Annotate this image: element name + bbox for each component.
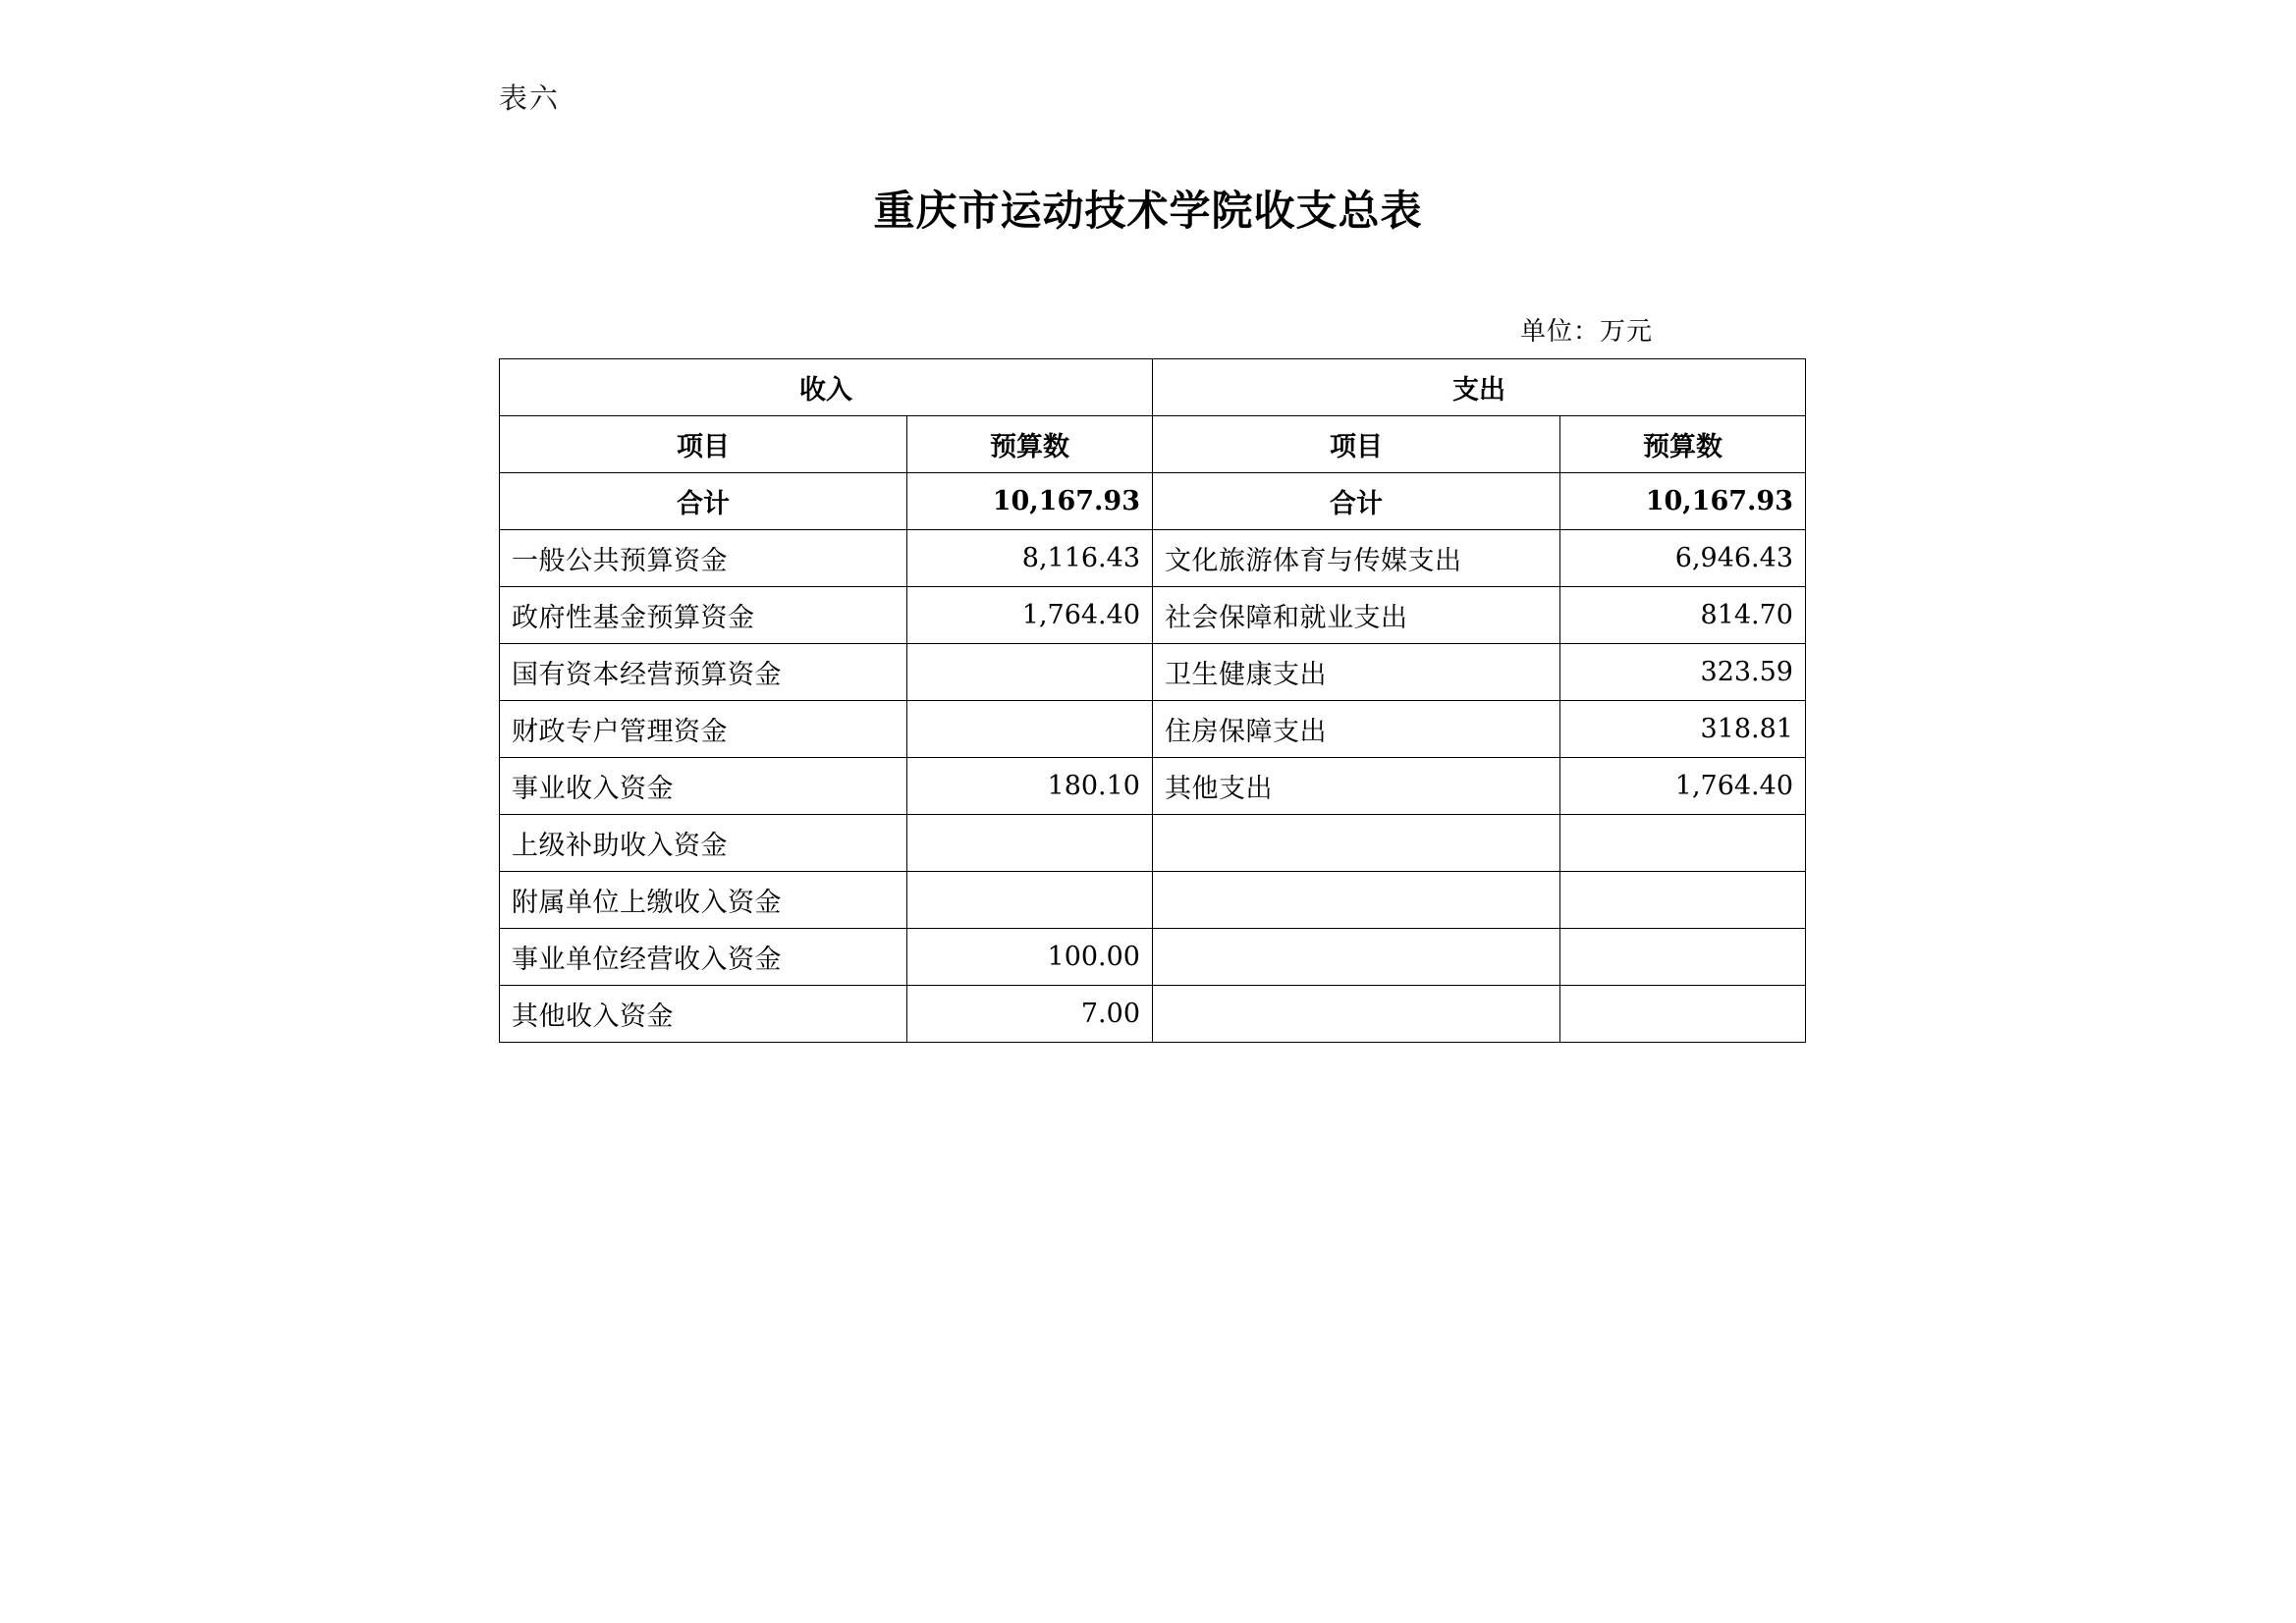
expense-amount — [1560, 986, 1806, 1043]
table-row — [500, 986, 1806, 1043]
income-item: 国有资本经营预算资金 — [500, 644, 907, 701]
expense-item: 住房保障支出 — [1153, 701, 1560, 758]
expense-amount: 1,764.40 — [1560, 758, 1806, 815]
table-row — [500, 929, 1806, 986]
expense-item: 卫生健康支出 — [1153, 644, 1560, 701]
expense-item: 其他支出 — [1153, 758, 1560, 815]
expense-item: 文化旅游体育与传媒支出 — [1153, 530, 1560, 587]
income-amount: 1,764.40 — [907, 587, 1153, 644]
income-amount: 7.00 — [907, 986, 1153, 1043]
table-row — [500, 701, 1806, 758]
total-income-amount: 10,167.93 — [907, 473, 1153, 530]
income-item: 事业单位经营收入资金 — [500, 929, 907, 986]
expense-amount: 318.81 — [1560, 701, 1806, 758]
table-group-header-row — [500, 359, 1806, 416]
income-amount: 100.00 — [907, 929, 1153, 986]
expense-item — [1153, 815, 1560, 872]
total-expense-label: 合计 — [1153, 473, 1560, 530]
budget-summary-table — [499, 358, 1806, 1043]
income-amount — [907, 644, 1153, 701]
table-row — [500, 587, 1806, 644]
income-item: 事业收入资金 — [500, 758, 907, 815]
table-row — [500, 644, 1806, 701]
column-header-expense-amount: 预算数 — [1560, 416, 1806, 473]
income-item: 其他收入资金 — [500, 986, 907, 1043]
income-item: 附属单位上缴收入资金 — [500, 872, 907, 929]
expense-item — [1153, 986, 1560, 1043]
group-header-income: 收入 — [500, 359, 1153, 416]
income-amount: 8,116.43 — [907, 530, 1153, 587]
total-expense-amount: 10,167.93 — [1560, 473, 1806, 530]
income-item: 政府性基金预算资金 — [500, 587, 907, 644]
expense-amount: 814.70 — [1560, 587, 1806, 644]
column-header-expense-item: 项目 — [1153, 416, 1560, 473]
income-item: 上级补助收入资金 — [500, 815, 907, 872]
table-row-total — [500, 473, 1806, 530]
expense-amount — [1560, 929, 1806, 986]
expense-amount — [1560, 815, 1806, 872]
expense-item — [1153, 872, 1560, 929]
column-header-income-amount: 预算数 — [907, 416, 1153, 473]
income-amount: 180.10 — [907, 758, 1153, 815]
expense-amount — [1560, 872, 1806, 929]
income-amount — [907, 701, 1153, 758]
expense-item — [1153, 929, 1560, 986]
expense-amount: 323.59 — [1560, 644, 1806, 701]
expense-item: 社会保障和就业支出 — [1153, 587, 1560, 644]
income-amount — [907, 815, 1153, 872]
table-row — [500, 815, 1806, 872]
table-row — [500, 758, 1806, 815]
income-item: 一般公共预算资金 — [500, 530, 907, 587]
income-item: 财政专户管理资金 — [500, 701, 907, 758]
table-number-label: 表六 — [499, 81, 561, 115]
table-row — [500, 530, 1806, 587]
total-income-label: 合计 — [500, 473, 907, 530]
unit-label: 单位：万元 — [1519, 317, 1653, 347]
expense-amount: 6,946.43 — [1560, 530, 1806, 587]
page-title: 重庆市运动技术学院收支总表 — [873, 187, 1423, 235]
income-amount — [907, 872, 1153, 929]
table-row — [500, 872, 1806, 929]
group-header-expense: 支出 — [1153, 359, 1806, 416]
column-header-income-item: 项目 — [500, 416, 907, 473]
table-column-header-row — [500, 416, 1806, 473]
